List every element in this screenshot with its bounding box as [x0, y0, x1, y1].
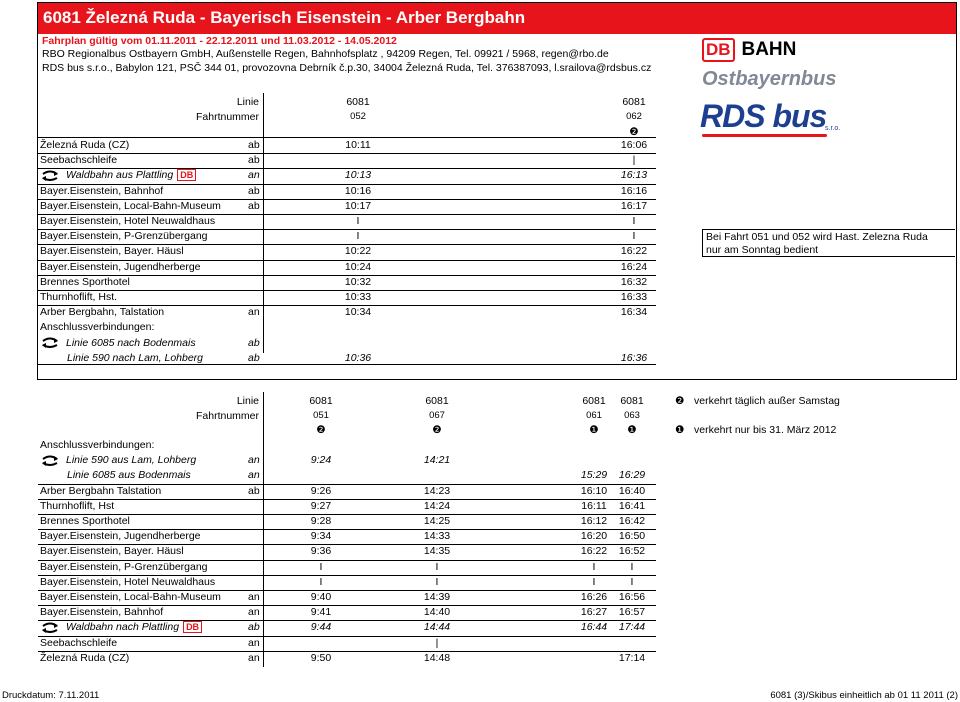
time-cell: 14:48	[423, 651, 451, 664]
trip-linie: 6081	[425, 395, 449, 407]
time-cell: 16:44	[580, 621, 608, 634]
time-cell: 16:22	[580, 545, 608, 558]
stop-name: Bayer.Eisenstein, Hotel Neuwaldhaus	[40, 215, 216, 227]
trip-number: 063	[624, 410, 640, 421]
time-cell: I	[319, 575, 323, 588]
bahn-wordmark: BAHN	[741, 39, 797, 60]
ab-an: an	[248, 636, 260, 649]
stop-name: Železná Ruda (CZ)	[40, 139, 130, 151]
time-cell: 16:32	[620, 275, 648, 288]
rds-bus-logo	[700, 98, 865, 144]
time-cell: 16:11	[581, 499, 607, 512]
transfer-arrows-icon	[40, 170, 60, 181]
transfer-arrows-icon	[40, 622, 60, 633]
legend-text-1: verkehrt nur bis 31. März 2012	[694, 424, 837, 436]
time-cell: 16:57	[618, 606, 646, 619]
transfer-arrows-icon	[40, 337, 60, 348]
time-cell: I	[356, 215, 360, 227]
time-cell: I	[356, 230, 360, 243]
time-cell: 10:33	[344, 291, 372, 303]
time-cell: 16:40	[618, 484, 646, 497]
stop-name: Bayer.Eisenstein, Jugendherberge	[40, 260, 201, 273]
stop-name: Železná Ruda (CZ)	[40, 651, 130, 664]
stop-name: Arber Bergbahn, Talstation	[40, 306, 165, 319]
trip-linie: 6081	[582, 395, 606, 407]
time-cell: 16:12	[580, 515, 608, 527]
time-cell: 9:26	[310, 484, 332, 497]
time-cell: I	[632, 215, 636, 227]
note-line-1: Bei Fahrt 051 und 052 wird Hast. Zelezna Ruda	[706, 231, 928, 243]
time-cell: 16:50	[618, 530, 646, 543]
stop-name: Linie 590 nach Lam, Lohberg	[67, 351, 204, 364]
ab-an: ab	[248, 154, 260, 167]
time-cell: 14:21	[423, 454, 451, 467]
time-cell: 14:39	[423, 591, 451, 603]
time-cell: 9:24	[310, 454, 332, 467]
time-cell: 14:25	[423, 515, 451, 527]
time-cell: 16:22	[620, 245, 648, 258]
time-cell: 10:32	[344, 275, 372, 288]
print-date: Druckdatum: 7.11.2011	[2, 690, 100, 701]
stop-name: Bayer.Eisenstein, Jugendherberge	[40, 530, 201, 543]
time-cell: 14:24	[423, 499, 451, 512]
time-cell: 17:44	[618, 621, 646, 634]
trip-mark: ❶	[627, 424, 637, 436]
stop-name: Thurnhoflift, Hst.	[40, 291, 118, 303]
time-cell: 16:41	[618, 499, 646, 512]
legend-mark-1: ❶	[675, 424, 685, 436]
ostbayernbus-logo: Ostbayernbus	[702, 68, 837, 90]
time-cell: 16:20	[580, 530, 608, 543]
stop-name: Brennes Sporthotel	[40, 515, 130, 527]
time-cell: 9:27	[310, 499, 332, 512]
time-cell: 16:06	[620, 139, 648, 151]
linie-label: Linie	[236, 96, 259, 108]
doc-reference: 6081 (3)/Skibus einheitlich ab 01 11 2011 (2)	[770, 690, 958, 701]
time-cell: I	[435, 560, 439, 573]
rds-wordmark: RDS bus	[700, 98, 827, 134]
db-icon: DB	[702, 38, 735, 62]
stop-name: Bayer.Eisenstein, Bayer. Häusl	[40, 545, 184, 558]
stop-name: Bayer.Eisenstein, Bayer. Häusl	[40, 245, 184, 258]
trip-linie: 6081	[309, 395, 333, 407]
ab-an: an	[248, 469, 260, 482]
time-cell: |	[435, 636, 439, 649]
time-cell: 10:24	[344, 260, 372, 273]
linie-label: Linie	[236, 395, 259, 407]
trip-linie: 6081	[622, 96, 646, 108]
time-cell: 14:44	[423, 621, 451, 634]
time-cell: 16:33	[620, 291, 648, 303]
col-divider	[263, 93, 264, 353]
stop-name: Bayer.Eisenstein, Hotel Neuwaldhaus	[40, 575, 216, 588]
ab-an: ab	[248, 351, 260, 364]
time-cell: 10:16	[344, 184, 372, 197]
ab-an: an	[248, 591, 260, 603]
db-bahn-logo	[702, 38, 796, 62]
time-cell: 15:29	[580, 469, 608, 482]
time-cell: 10:13	[344, 169, 372, 182]
time-cell: 16:27	[580, 606, 608, 619]
stop-name: Anschlussverbindungen:	[40, 439, 155, 451]
stop-name: Seebachschleife	[40, 636, 118, 649]
time-cell: 14:33	[423, 530, 451, 543]
time-cell: 9:34	[310, 530, 332, 543]
title-bar	[38, 3, 956, 34]
trip-mark: ❷	[432, 424, 442, 436]
stop-name: Linie 6085 aus Bodenmais	[67, 469, 191, 482]
stop-name: Waldbahn aus Plattling DB	[40, 169, 245, 181]
row-rule	[38, 137, 656, 138]
row-rule	[38, 364, 656, 365]
stop-name: Anschlussverbindungen:	[40, 321, 155, 334]
time-cell: 16:17	[620, 199, 648, 212]
stop-name: Linie 590 aus Lam, Lohberg	[40, 454, 245, 466]
stop-name: Linie 6085 nach Bodenmais	[40, 337, 245, 349]
time-cell: 16:52	[618, 545, 646, 558]
time-cell: 10:11	[345, 139, 371, 151]
time-cell: I	[630, 575, 634, 588]
rds-swoosh-icon	[702, 134, 827, 137]
ab-an: an	[248, 454, 260, 467]
transfer-arrows-icon	[40, 455, 60, 466]
page-title: 6081 Železná Ruda - Bayerisch Eisenstein - Arber Bergbahn	[43, 8, 526, 27]
time-cell: I	[592, 575, 596, 588]
trip-number: 052	[350, 111, 366, 122]
time-cell: 16:16	[620, 184, 648, 197]
ab-an: an	[248, 651, 260, 664]
trip-number: 051	[313, 410, 329, 421]
time-cell: 9:28	[310, 515, 332, 527]
stop-name: Thurnhoflift, Hst	[40, 499, 115, 512]
time-cell: 16:42	[618, 515, 646, 527]
time-cell: 10:34	[344, 306, 372, 319]
db-icon: DB	[183, 621, 202, 633]
time-cell: I	[319, 560, 323, 573]
time-cell: 16:24	[620, 260, 648, 273]
time-cell: 9:50	[310, 651, 332, 664]
time-cell: I	[630, 560, 634, 573]
note-line-2: nur am Sonntag bedient	[706, 244, 819, 256]
stop-name: Bayer.Eisenstein, Bahnhof	[40, 184, 164, 197]
time-cell: I	[632, 230, 636, 243]
validity-line: Fahrplan gültig vom 01.11.2011 - 22.12.2011 und 11.03.2012 - 14.05.2012	[42, 35, 397, 47]
stop-name: Waldbahn nach Plattling DB	[40, 621, 245, 633]
time-cell: 17:14	[618, 651, 646, 664]
time-cell: 16:56	[618, 591, 646, 603]
ab-an: ab	[248, 199, 260, 212]
time-cell: I	[592, 560, 596, 573]
operator-rbo: RBO Regionalbus Ostbayern GmbH, Außenstelle Regen, Bahnhofsplatz , 94209 Regen, Tel. 09921 / 5968, regen@rbo.de	[42, 48, 609, 60]
stop-name: Seebachschleife	[40, 154, 118, 167]
ab-an: an	[248, 606, 260, 619]
trip-mark: ❶	[589, 424, 599, 436]
time-cell: 16:29	[618, 469, 646, 482]
ab-an: an	[248, 169, 260, 182]
stop-name: Bayer.Eisenstein, Local-Bahn-Museum	[40, 199, 221, 212]
time-cell: 16:13	[620, 169, 648, 182]
time-cell: 16:36	[620, 351, 648, 364]
time-cell: 14:40	[423, 606, 451, 619]
ab-an: ab	[248, 336, 260, 349]
time-cell: I	[435, 575, 439, 588]
time-cell: 9:36	[310, 545, 332, 558]
trip-mark: ❷	[629, 126, 639, 138]
stop-name: Bayer.Eisenstein, Bahnhof	[40, 606, 164, 619]
time-cell: 14:23	[423, 484, 451, 497]
time-cell: 16:34	[620, 306, 648, 319]
trip-mark: ❷	[316, 424, 326, 436]
ab-an: ab	[248, 621, 260, 634]
time-cell: 9:40	[310, 591, 332, 603]
stop-name: Bayer.Eisenstein, P-Grenzübergang	[40, 230, 208, 243]
time-cell: 9:44	[310, 621, 332, 634]
ab-an: ab	[248, 484, 260, 497]
trip-number: 067	[429, 410, 445, 421]
db-icon: DB	[177, 169, 196, 181]
time-cell: 10:22	[344, 245, 372, 258]
fahrtnummer-label: Fahrtnummer	[195, 410, 259, 422]
time-cell: 9:41	[310, 606, 332, 619]
legend-text-2: verkehrt täglich außer Samstag	[694, 395, 840, 407]
stop-name: Bayer.Eisenstein, P-Grenzübergang	[40, 560, 208, 573]
trip-number: 061	[586, 410, 602, 421]
ab-an: ab	[248, 139, 260, 151]
time-cell: 14:35	[423, 545, 451, 558]
time-cell: 16:26	[580, 591, 608, 603]
ab-an: an	[248, 306, 260, 319]
legend-mark-2: ❷	[675, 395, 685, 407]
time-cell: 10:17	[344, 199, 372, 212]
stop-name: Bayer.Eisenstein, Local-Bahn-Museum	[40, 591, 221, 603]
time-cell: 10:36	[344, 351, 372, 364]
rds-sro: s.r.o.	[825, 125, 841, 132]
trip-number: 062	[626, 111, 642, 122]
time-cell: 16:10	[580, 484, 608, 497]
ab-an: ab	[248, 184, 260, 197]
stop-name: Arber Bergbahn Talstation	[40, 484, 162, 497]
operator-rds: RDS bus s.r.o., Babylon 121, PSČ 344 01, provozovna Debrník č.p.30, 34004 Železná Ruda, Tel. 376387093, l.srailova@rdsbus.cz	[42, 62, 652, 74]
trip-linie: 6081	[620, 395, 644, 407]
time-cell: |	[632, 154, 636, 167]
trip-linie: 6081	[346, 96, 370, 108]
stop-name: Brennes Sporthotel	[40, 275, 130, 288]
fahrtnummer-label: Fahrtnummer	[195, 111, 259, 123]
